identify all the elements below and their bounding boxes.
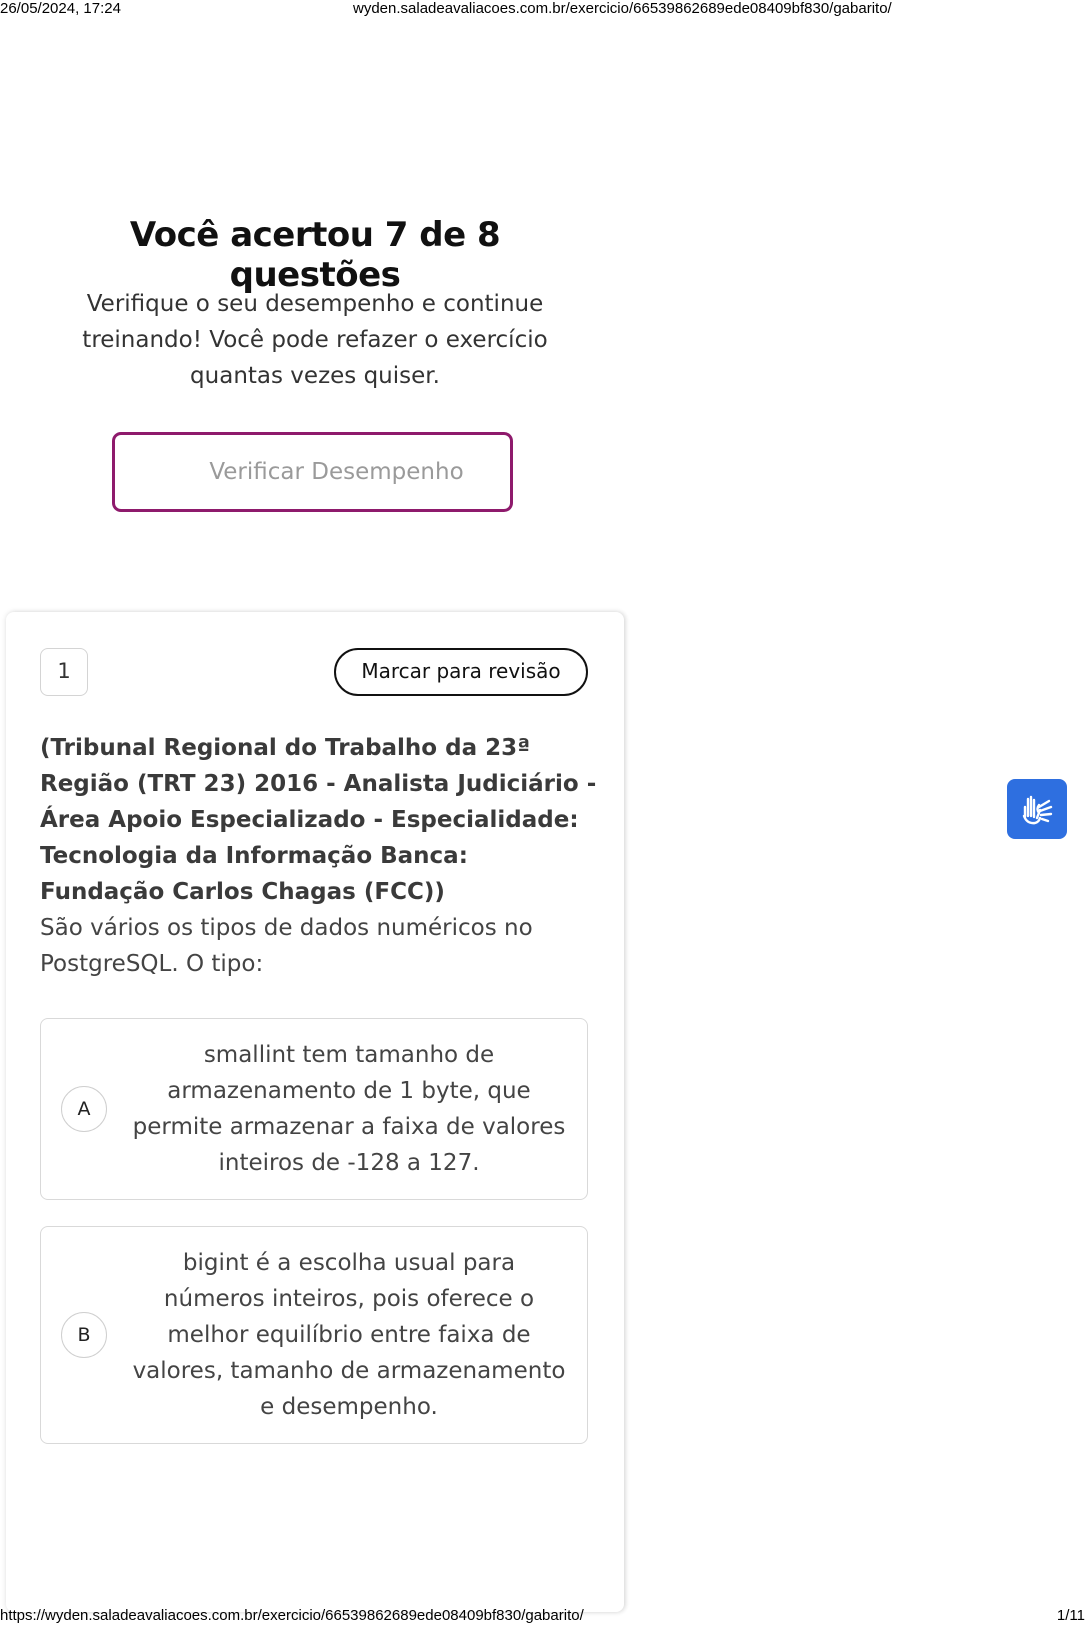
option-b[interactable] [40,1226,588,1444]
sign-language-hands-icon [1015,787,1059,831]
question-source: (Tribunal Regional do Trabalho da 23ª Região (TRT 23) 2016 - Analista Judiciário - Área Apoio Especializado - Especialidade: Tecnologia da Informação Banca: Fundação Carlos Chagas (FCC)) [40,735,597,905]
question-text: São vários os tipos de dados numéricos no PostgreSQL. O tipo: [40,915,533,977]
question-card [6,612,624,1612]
page-number: 1/11 [1056,1607,1085,1624]
option-letter: A [61,1086,107,1132]
print-footer [0,1607,1087,1625]
print-datetime: 26/05/2024, 17:24 [0,0,121,17]
option-text: bigint é a escolha usual para números inteiros, pois oferece o melhor equilíbrio entre faixa de valores, tamanho de armazenamento e desempenho. [132,1250,566,1420]
result-title: Você acertou 7 de 8 questões [129,215,501,295]
question-number: 1 [40,648,88,696]
verify-performance-button[interactable]: Verificar Desempenho [112,432,513,512]
option-letter: B [61,1312,107,1358]
option-a[interactable] [40,1018,588,1200]
accessibility-button[interactable] [1007,779,1067,839]
mark-for-review-button[interactable]: Marcar para revisão [334,648,588,696]
print-header-url: wyden.saladeavaliacoes.com.br/exercicio/66539862689ede08409bf830/gabarito/ [353,0,892,17]
print-header [0,0,1087,18]
result-subtitle: Verifique o seu desempenho e continue treinando! Você pode refazer o exercício quantas vezes quiser. [82,291,548,389]
option-text: smallint tem tamanho de armazenamento de 1 byte, que permite armazenar a faixa de valores inteiros de -128 a 127. [132,1042,566,1176]
print-footer-url: https://wyden.saladeavaliacoes.com.br/exercicio/66539862689ede08409bf830/gabarito/ [0,1607,584,1624]
